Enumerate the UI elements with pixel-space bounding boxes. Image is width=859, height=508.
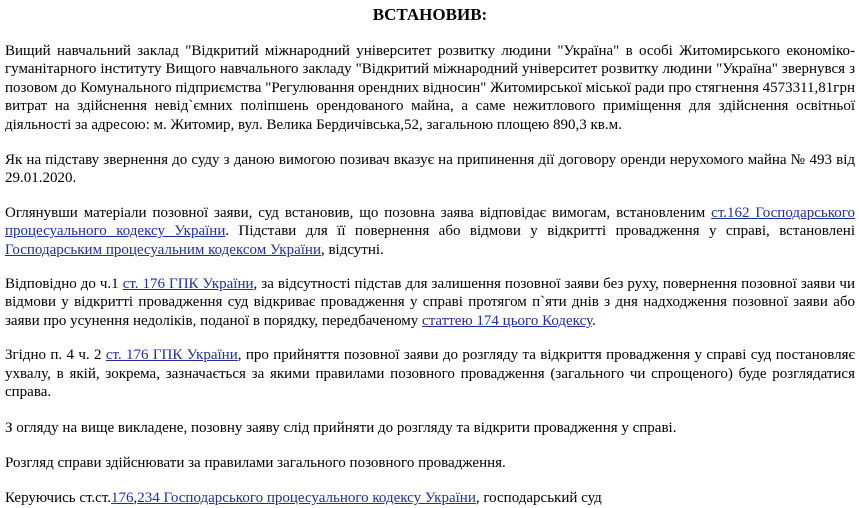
paragraph-article-176-part2 — [5, 346, 855, 401]
document-page — [0, 5, 859, 507]
paragraph-text: . Підстави для її повернення або відмови у відкритті провадження у справі, встановлені — [225, 223, 855, 240]
link-article-176-gpk[interactable]: ст. 176 ГПК України — [122, 276, 254, 293]
paragraph-text: , про прийняття позовної заяви до розгляду та відкриття провадження у справі суд постановляє ухвалу, в якій, зокрема, зазначається за якими правилами позовного провадження (загального чи спрощеного) буде розглядатися справа. — [5, 347, 855, 401]
link-article-176-gpk[interactable]: ст. 176 ГПК України — [105, 347, 238, 364]
paragraph-basis — [5, 151, 855, 188]
link-article-234-gpk[interactable]: 234 Господарського процесуального кодексу України — [137, 490, 476, 507]
paragraph-text: Розгляд справи здійснювати за правилами загального позовного провадження. — [5, 454, 506, 471]
link-article-174[interactable]: статтею 174 цього Кодексу — [422, 312, 593, 329]
link-gpk-code[interactable]: Господарським процесуальним кодексом України — [5, 241, 321, 258]
link-article-162-gpk[interactable]: ст.162 Господарського процесуального кодексу України — [5, 204, 855, 240]
paragraph-conclusion — [5, 419, 855, 437]
paragraph-text: Як на підставу звернення до суду з даною вимогою позивач вказує на припинення дії договору оренди нерухомого майна № 493 від 29.01.2020. — [5, 152, 855, 187]
paragraph-procedure — [5, 454, 855, 472]
paragraph-text: . — [592, 312, 596, 329]
paragraph-review — [5, 204, 855, 259]
paragraph-article-176-part1 — [5, 275, 855, 330]
paragraph-text: Вищий навчальний заклад "Відкритий міжнародний університет розвитку людини "Україна" в особі Житомирського економіко-гуманітарного інституту Вищого навчального закладу "Відкритий міжнародний університет розвитку людини "Україна" звернувся з позовом до Комунального підприємства "Регулювання орендних відносин" Житомирської міської ради про стягнення 4573311,81грн витрат на здійснення невід`ємних поліпшень орендованого майна, а саме нежитлового приміщення для здійснення освітньої діяльності за адресою: м. Житомир, вул. Велика Бердичівська,52, загальною площею 890,3 кв.м. — [5, 43, 855, 133]
paragraph-text: З огляду на вище викладене, позовну заяву слід прийняти до розгляду та відкрити провадження у справі. — [5, 419, 677, 436]
paragraph-text: , господарський суд — [475, 490, 602, 507]
paragraph-guided-by — [5, 489, 855, 507]
paragraph-text: Оглянувши матеріали позовної заяви, суд встановив, що позовна заява відповідає вимогам, встановленим — [5, 204, 712, 221]
link-article-176[interactable]: 176 — [111, 490, 134, 507]
section-heading: ВСТАНОВИВ: — [372, 5, 488, 24]
paragraph-claim — [5, 42, 855, 134]
paragraph-text: Відповідно до ч.1 — [5, 276, 123, 293]
paragraph-text: Згідно п. 4 ч. 2 — [5, 347, 106, 364]
paragraph-text: Керуючись ст.ст. — [5, 490, 112, 507]
paragraph-text: , за відсутності підстав для залишення позовної заяви без руху, повернення позовної заяви чи відмови у відкритті провадження суд відкриває провадження у справі протягом п`яти днів з дня надходження позовної заяви або заяви про усунення недоліків, поданої в порядку, передбаченому — [5, 276, 855, 329]
paragraph-text: , відсутні. — [320, 241, 384, 258]
paragraph-text: , — [133, 490, 138, 507]
